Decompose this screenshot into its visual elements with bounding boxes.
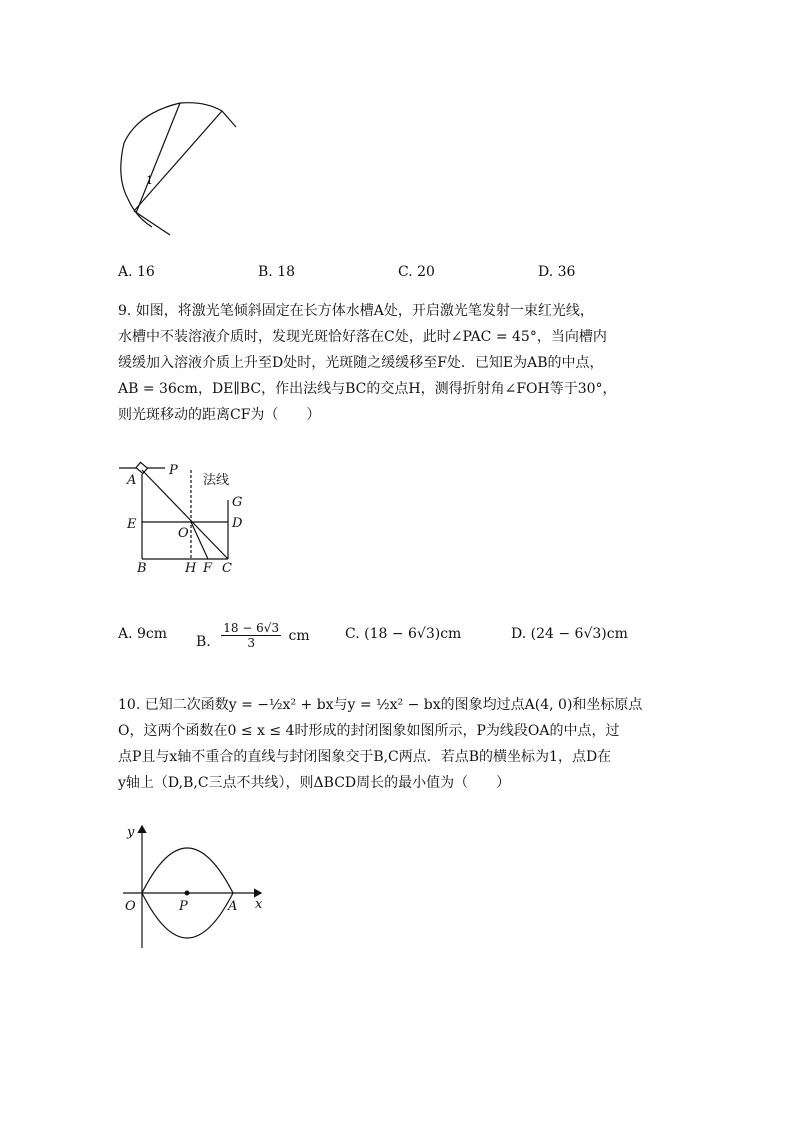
q9-figure (115, 460, 255, 580)
q10-line-2: O，这两个函数在0 ≤ x ≤ 4时形成的封闭图象如图所示，P为线段OA的中点，过 (118, 723, 620, 739)
label-A: A (228, 899, 238, 914)
label-y: y (127, 825, 135, 840)
label-H: H (185, 561, 197, 576)
q9-option-b-unit: cm (288, 627, 310, 644)
tangent-line (222, 111, 236, 127)
q8-option-d[interactable]: D. 36 (538, 264, 576, 280)
prev-question-figure (110, 95, 250, 240)
q9-option-b-fraction (221, 621, 281, 650)
label-P: P (169, 463, 178, 478)
q9-line-1: 9. 如图，将激光笔倾斜固定在长方体水槽A处，开启激光笔发射一束红光线， (118, 303, 594, 319)
q9-option-b-numerator: 18 − 6√3 (223, 621, 280, 635)
q10-figure (115, 818, 275, 953)
label-B: B (137, 561, 147, 576)
q9-option-b[interactable] (196, 614, 310, 650)
label-D: D (232, 516, 243, 531)
q9-option-b-denominator: 3 (247, 636, 255, 650)
q9-option-b-prefix: B. (196, 634, 211, 650)
laser-pen (136, 462, 147, 473)
normal-label: 法线 (203, 473, 230, 488)
ray-of (191, 522, 208, 559)
label-C: C (222, 561, 232, 576)
q9-option-c[interactable]: C. (18 − 6√3)cm (345, 626, 462, 642)
label-P: P (179, 899, 188, 914)
upper-parabola (142, 848, 233, 893)
label-E: E (127, 517, 137, 532)
q9-option-a[interactable]: A. 9cm (118, 626, 168, 642)
q10-line-4: y轴上（D,B,C三点不共线），则ΔBCD周长的最小值为（ ） (118, 775, 511, 791)
q8-option-b[interactable]: B. 18 (258, 264, 296, 280)
q8-option-c[interactable]: C. 20 (398, 264, 435, 280)
point-P (185, 891, 190, 896)
label-x: x (255, 897, 263, 912)
q10-line-1: 10. 已知二次函数y = −½x² + bx与y = ½x² − bx的图象均过点A(4, 0)和坐标原点 (118, 697, 643, 713)
q8-option-a[interactable]: A. 16 (118, 264, 155, 280)
q9-line-2: 水槽中不装溶液介质时，发现光斑恰好落在C处，此时∠PAC = 45°，当向槽内 (118, 329, 607, 345)
label-G: G (232, 495, 243, 510)
circle-arc (121, 103, 180, 227)
q9-line-4: AB = 36cm，DE∥BC，作出法线与BC的交点H，测得折射角∠FOH等于30°， (118, 381, 617, 397)
label-F: F (203, 561, 213, 576)
q10-line-3: 点P且与x轴不重合的直线与封闭图象交于B,C两点．若点B的横坐标为1，点D在 (118, 749, 612, 765)
chord-arc (180, 103, 222, 111)
base-line (134, 211, 170, 235)
q9-line-3: 缓缓加入溶液介质上升至D处时，光斑随之缓缓移至F处．已知E为AB的中点， (118, 355, 604, 371)
label-O: O (125, 899, 136, 914)
q9-option-d[interactable]: D. (24 − 6√3)cm (511, 626, 628, 642)
label-A: A (127, 473, 137, 488)
q9-line-5: 则光斑移动的距离CF为（ ） (118, 407, 321, 423)
angle-1-label: 1 (146, 174, 153, 187)
label-O: O (178, 526, 189, 541)
chord-line-2 (134, 111, 222, 211)
